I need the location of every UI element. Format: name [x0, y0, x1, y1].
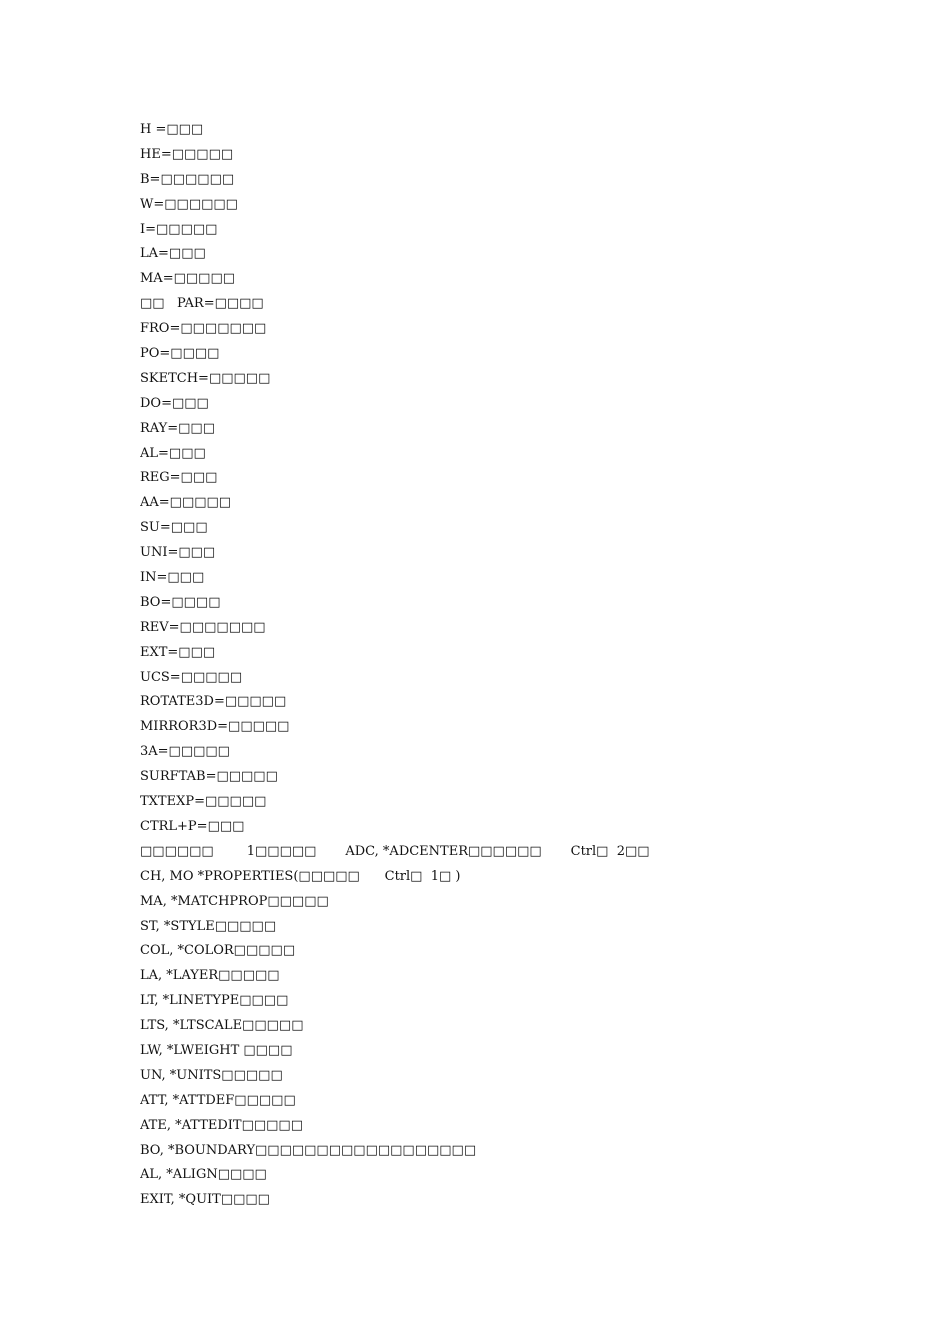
command-line: SU=□□□: [140, 520, 208, 536]
command-line: REV=□□□□□□□: [140, 619, 266, 635]
command-line: AA=□□□□□: [140, 495, 232, 511]
command-line: □□□□□□ 1□□□□□ ADC, *ADCENTER□□□□□□ Ctrl□ 2□□: [140, 843, 650, 859]
command-line: LA, *LAYER□□□□□: [140, 968, 280, 984]
command-line: TXTEXP=□□□□□: [140, 794, 267, 810]
command-line: LT, *LINETYPE□□□□: [140, 993, 289, 1009]
command-line: I=□□□□□: [140, 221, 218, 237]
command-line: W=□□□□□□: [140, 196, 238, 212]
command-line: BO, *BOUNDARY□□□□□□□□□□□□□□□□□□: [140, 1142, 477, 1158]
command-line: PO=□□□□: [140, 346, 220, 362]
command-line: □□ PAR=□□□□: [140, 296, 264, 312]
command-line: UNI=□□□: [140, 545, 216, 561]
command-line: 3A=□□□□□: [140, 744, 230, 760]
command-line: HE=□□□□□: [140, 146, 234, 162]
command-line: B=□□□□□□: [140, 171, 235, 187]
command-line: CTRL+P=□□□: [140, 818, 245, 834]
command-line: ST, *STYLE□□□□□: [140, 918, 277, 934]
command-line: ROTATE3D=□□□□□: [140, 694, 287, 710]
command-line: DO=□□□: [140, 395, 209, 411]
command-line: LTS, *LTSCALE□□□□□: [140, 1018, 304, 1034]
command-line: H =□□□: [140, 122, 204, 137]
command-line: IN=□□□: [140, 570, 205, 586]
command-line: CH, MO *PROPERTIES(□□□□□ Ctrl□ 1□ ): [140, 868, 461, 884]
command-line: SURFTAB=□□□□□: [140, 769, 278, 785]
command-line: REG=□□□: [140, 470, 218, 486]
command-line: AL=□□□: [140, 445, 206, 461]
command-line: FRO=□□□□□□□: [140, 321, 267, 337]
command-line: UN, *UNITS□□□□□: [140, 1067, 283, 1083]
command-line: ATE, *ATTEDIT□□□□□: [140, 1117, 303, 1133]
command-line: ATT, *ATTDEF□□□□□: [140, 1092, 296, 1108]
command-line: MIRROR3D=□□□□□: [140, 719, 290, 735]
command-line: EXIT, *QUIT□□□□: [140, 1192, 270, 1208]
command-line: MA, *MATCHPROP□□□□□: [140, 893, 329, 909]
command-line: LW, *LWEIGHT □□□□: [140, 1042, 293, 1058]
command-line: LA=□□□: [140, 246, 206, 262]
command-line: MA=□□□□□: [140, 271, 236, 287]
command-line: AL, *ALIGN□□□□: [140, 1167, 267, 1183]
command-line: BO=□□□□: [140, 594, 221, 610]
command-line: RAY=□□□: [140, 420, 215, 436]
command-line: SKETCH=□□□□□: [140, 370, 271, 386]
command-list: [140, 118, 920, 1213]
command-line: UCS=□□□□□: [140, 669, 243, 685]
command-line: EXT=□□□: [140, 644, 216, 660]
command-line: COL, *COLOR□□□□□: [140, 943, 296, 959]
